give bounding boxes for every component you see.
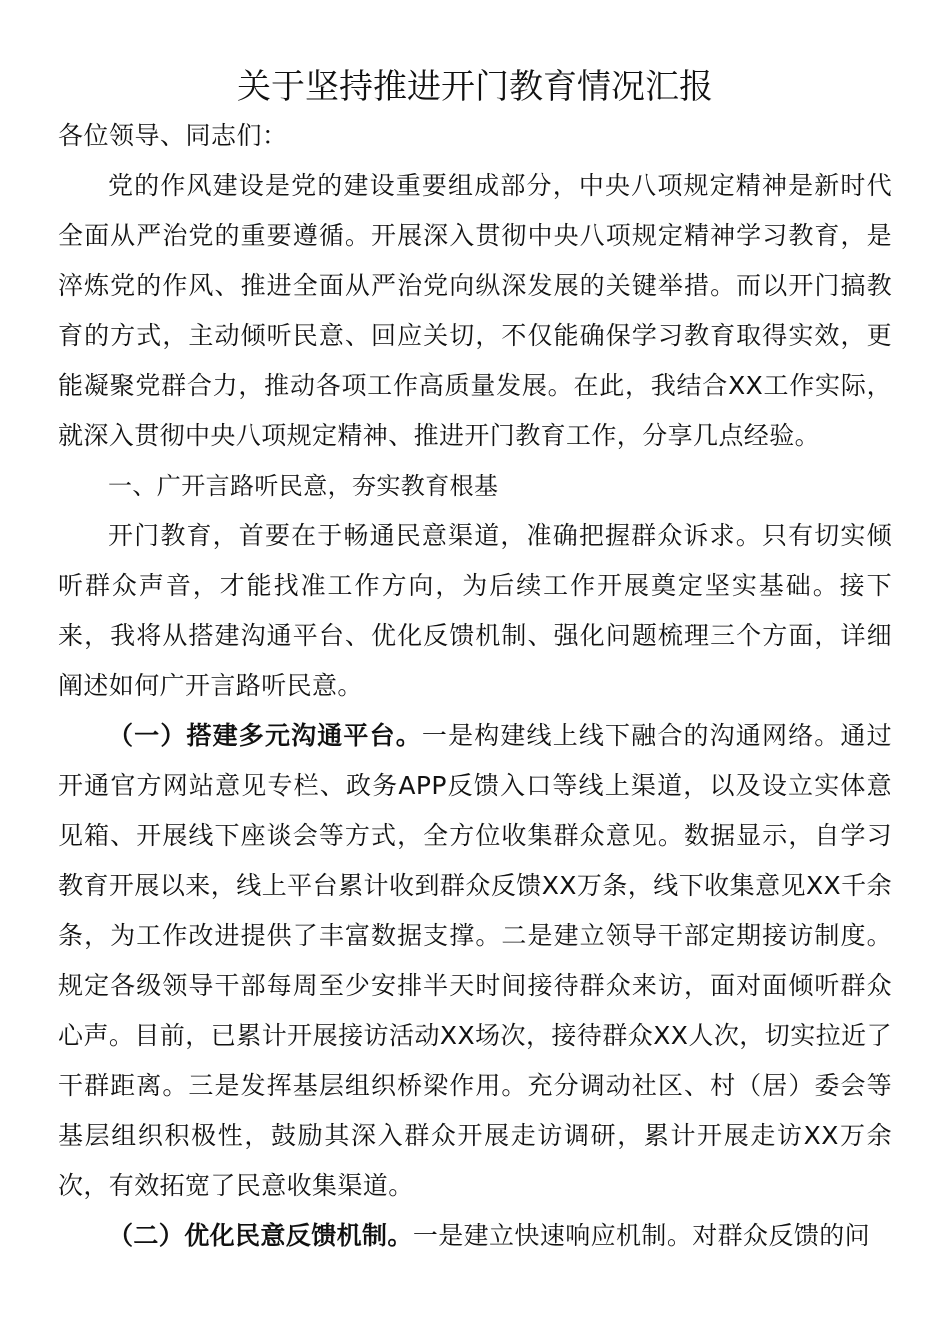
salutation: 各位领导、同志们： [58,121,288,150]
section-heading-1: 一、广开言路听民意，夯实教育根基 [108,472,499,500]
subsection-1-body: 一是构建线上线下融合的沟通网络。通过开通官方网站意见专栏、政务APP反馈入口等线上渠道，以及设立实体意见箱、开展线下座谈会等方式，全方位收集群众意见。数据显示，自学习教育开展以来，线上平台累计收到群众反馈XX万条，线下收集意见XX千余条，为工作改进提供了丰富数据支撑。二是建立领导干部定期接访制度。规定各级领导干部每周至少安排半天时间接待群众来访，面对面倾听群众心声。目前，已累计开展接访活动XX场次，接待群众XX人次，切实拉近了干群距离。三是发挥基层组织桥梁作用。充分调动社区、村（居）委会等基层组织积极性，鼓励其深入群众开展走访调研，累计开展走访XX万余次，有效拓宽了民意收集渠道。 [58,721,892,1200]
subsection-2-heading: （二）优化民意反馈机制。 [108,1221,413,1250]
document-title: 关于坚持推进开门教育情况汇报 [237,67,713,107]
subsection-2-paragraph [58,1211,892,1261]
section-1-intro-paragraph: 开门教育，首要在于畅通民意渠道，准确把握群众诉求。只有切实倾听群众声音，才能找准工作方向，为后续工作开展奠定坚实基础。接下来，我将从搭建沟通平台、优化反馈机制、强化问题梳理三个方面，详细阐述如何广开言路听民意。 [58,521,892,700]
subsection-1-paragraph [58,711,892,1211]
intro-paragraph: 党的作风建设是党的建设重要组成部分，中央八项规定精神是新时代全面从严治党的重要遵循。开展深入贯彻中央八项规定精神学习教育，是淬炼党的作风、推进全面从严治党向纵深发展的关键举措。而以开门搞教育的方式，主动倾听民意、回应关切，不仅能确保学习教育取得实效，更能凝聚党群合力，推动各项工作高质量发展。在此，我结合XX工作实际，就深入贯彻中央八项规定精神、推进开门教育工作，分享几点经验。 [58,171,892,450]
subsection-1-heading: （一）搭建多元沟通平台。 [108,721,422,750]
subsection-2-body: 一是建立快速响应机制。对群众反馈的问 [412,1221,871,1250]
